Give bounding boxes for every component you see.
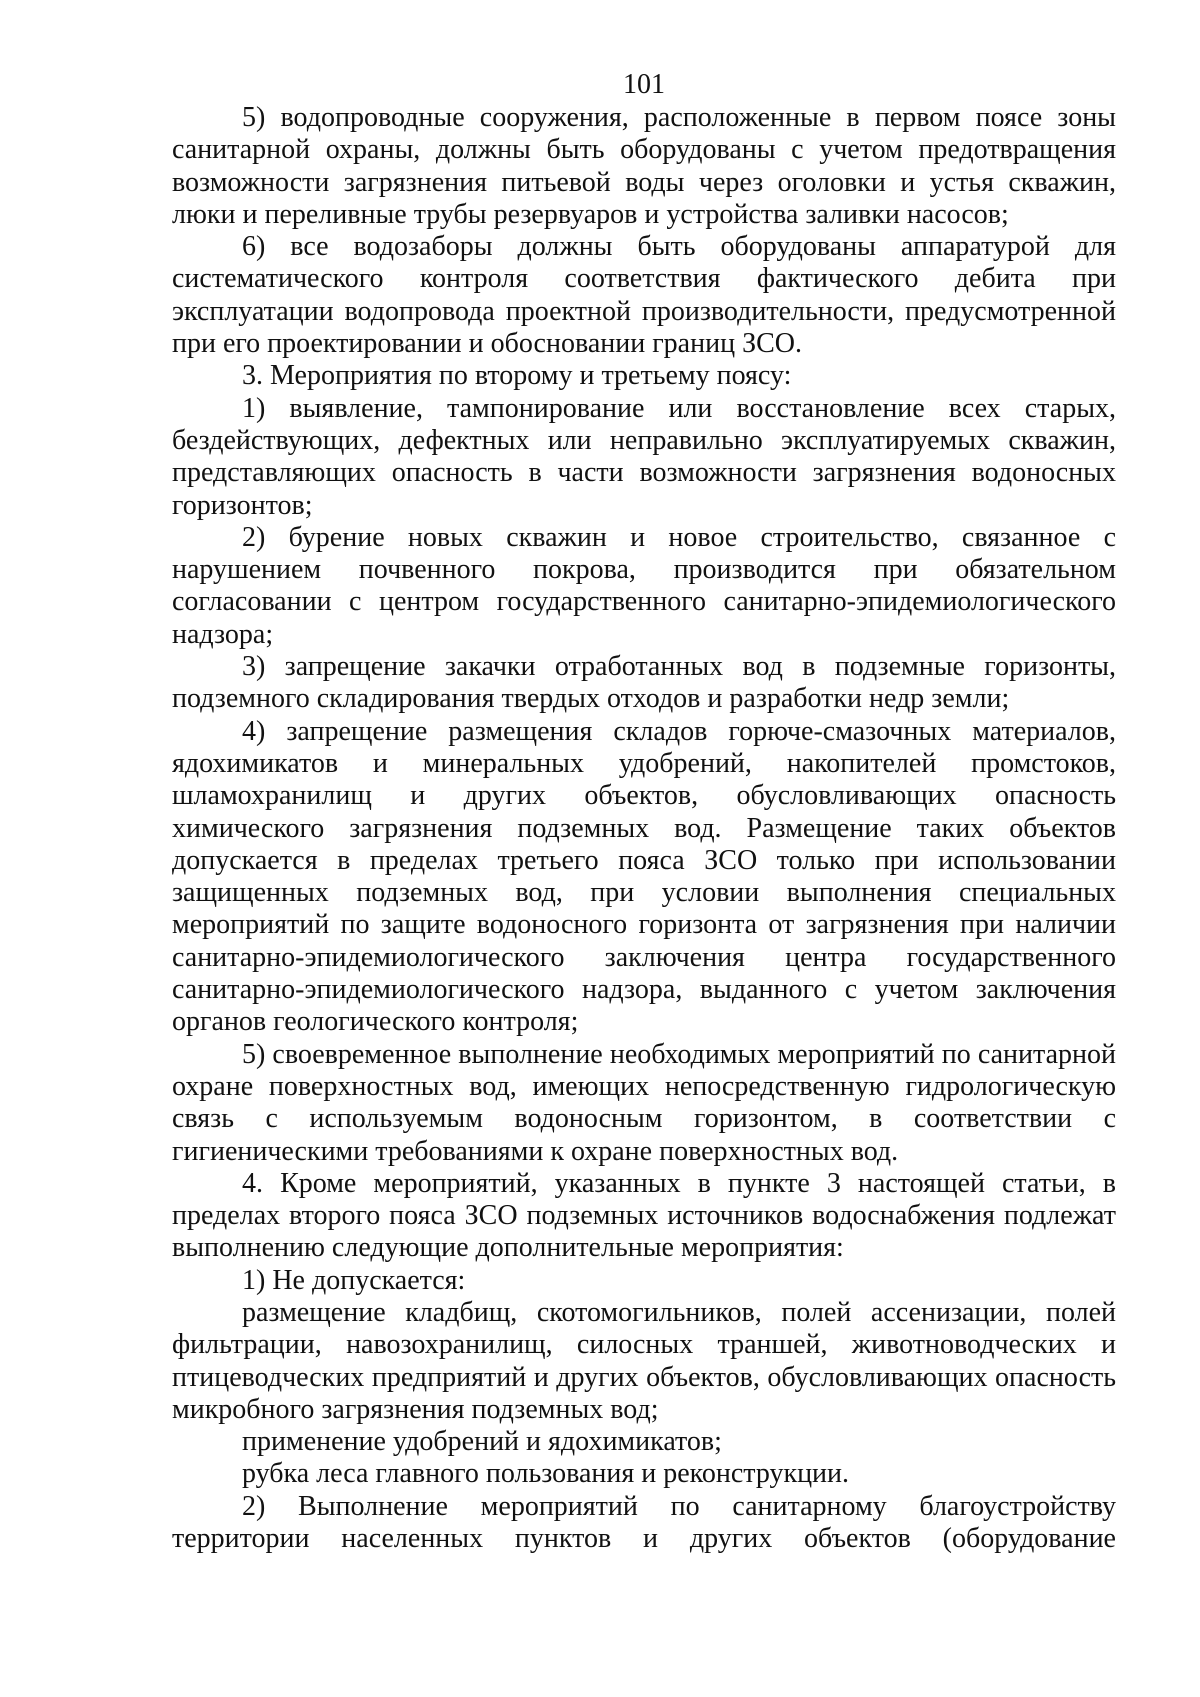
- page-number: 101: [623, 69, 665, 100]
- paragraph-surface-water-protection: 5) своевременное выполнение необходимых мероприятий по санитарной охране поверхностных вод, имеющих непосредственную гидрологическую связь с используемым водоносным горизонтом, в соответствии с гигиеническими требованиями к охране поверхностных вод.: [172, 1038, 1116, 1167]
- paragraph-fertilizers-ban: применение удобрений и ядохимикатов;: [242, 1426, 722, 1458]
- paragraph-wells-plugging: 1) выявление, тампонирование или восстановление всех старых, бездействующих, дефектных или неправильно эксплуатируемых скважин, представляющих опасность в части возможности загрязнения водоносных горизонтов;: [172, 392, 1116, 521]
- paragraph-storage-ban: 4) запрещение размещения складов горюче-смазочных материалов, ядохимикатов и минеральных удобрений, накопителей промстоков, шламохранилищ и других объектов, обусловливающих опасность химического загрязнения подземных вод. Размещение таких объектов допускается в пределах третьего пояса ЗСО только при использовании защищенных подземных вод, при условии выполнения специальных мероприятий по защите водоносного горизонта от загрязнения при наличии санитарно-эпидемиологического заключения центра государственного санитарно-эпидемиологического надзора, выданного с учетом заключения органов геологического контроля;: [172, 715, 1116, 1038]
- paragraph-not-allowed-heading: 1) Не допускается:: [242, 1264, 466, 1296]
- paragraph-sanitary-improvement: 2) Выполнение мероприятий по санитарному благоустройству территории населенных пунктов и других объектов (оборудование: [172, 1490, 1116, 1555]
- paragraph-cemeteries-ban: размещение кладбищ, скотомогильников, полей ассенизации, полей фильтрации, навозохранилищ, силосных траншей, животноводческих и птицеводческих предприятий и других объектов, обусловливающих опасность микробного загрязнения подземных вод;: [172, 1296, 1116, 1425]
- paragraph-injection-ban: 3) запрещение закачки отработанных вод в подземные горизонты, подземного складирования твердых отходов и разработки недр земли;: [172, 651, 1116, 715]
- document-page: [172, 70, 1116, 1555]
- paragraph-logging-ban: рубка леса главного пользования и реконструкции.: [242, 1458, 850, 1490]
- paragraph-section-3-heading: 3. Мероприятия по второму и третьему поясу:: [242, 360, 792, 392]
- paragraph-waterworks-first-belt: 5) водопроводные сооружения, расположенные в первом поясе зоны санитарной охраны, должны быть оборудованы с учетом предотвращения возможности загрязнения питьевой воды через оголовки и устья скважин, люки и переливные трубы резервуаров и устройства заливки насосов;: [172, 102, 1116, 230]
- paragraph-water-intake-equipment: 6) все водозаборы должны быть оборудованы аппаратурой для систематического контроля соответствия фактического дебита при эксплуатации водопровода проектной производительности, предусмотренной при его проектировании и обосновании границ ЗСО.: [172, 231, 1116, 360]
- paragraph-drilling-construction: 2) бурение новых скважин и новое строительство, связанное с нарушением почвенного покрова, производится при обязательном согласовании с центром государственного санитарно-эпидемиологического надзора;: [172, 521, 1116, 650]
- paragraph-section-4-intro: 4. Кроме мероприятий, указанных в пункте 3 настоящей статьи, в пределах второго пояса ЗСО подземных источников водоснабжения подлежат выполнению следующие дополнительные мероприятия:: [172, 1167, 1116, 1264]
